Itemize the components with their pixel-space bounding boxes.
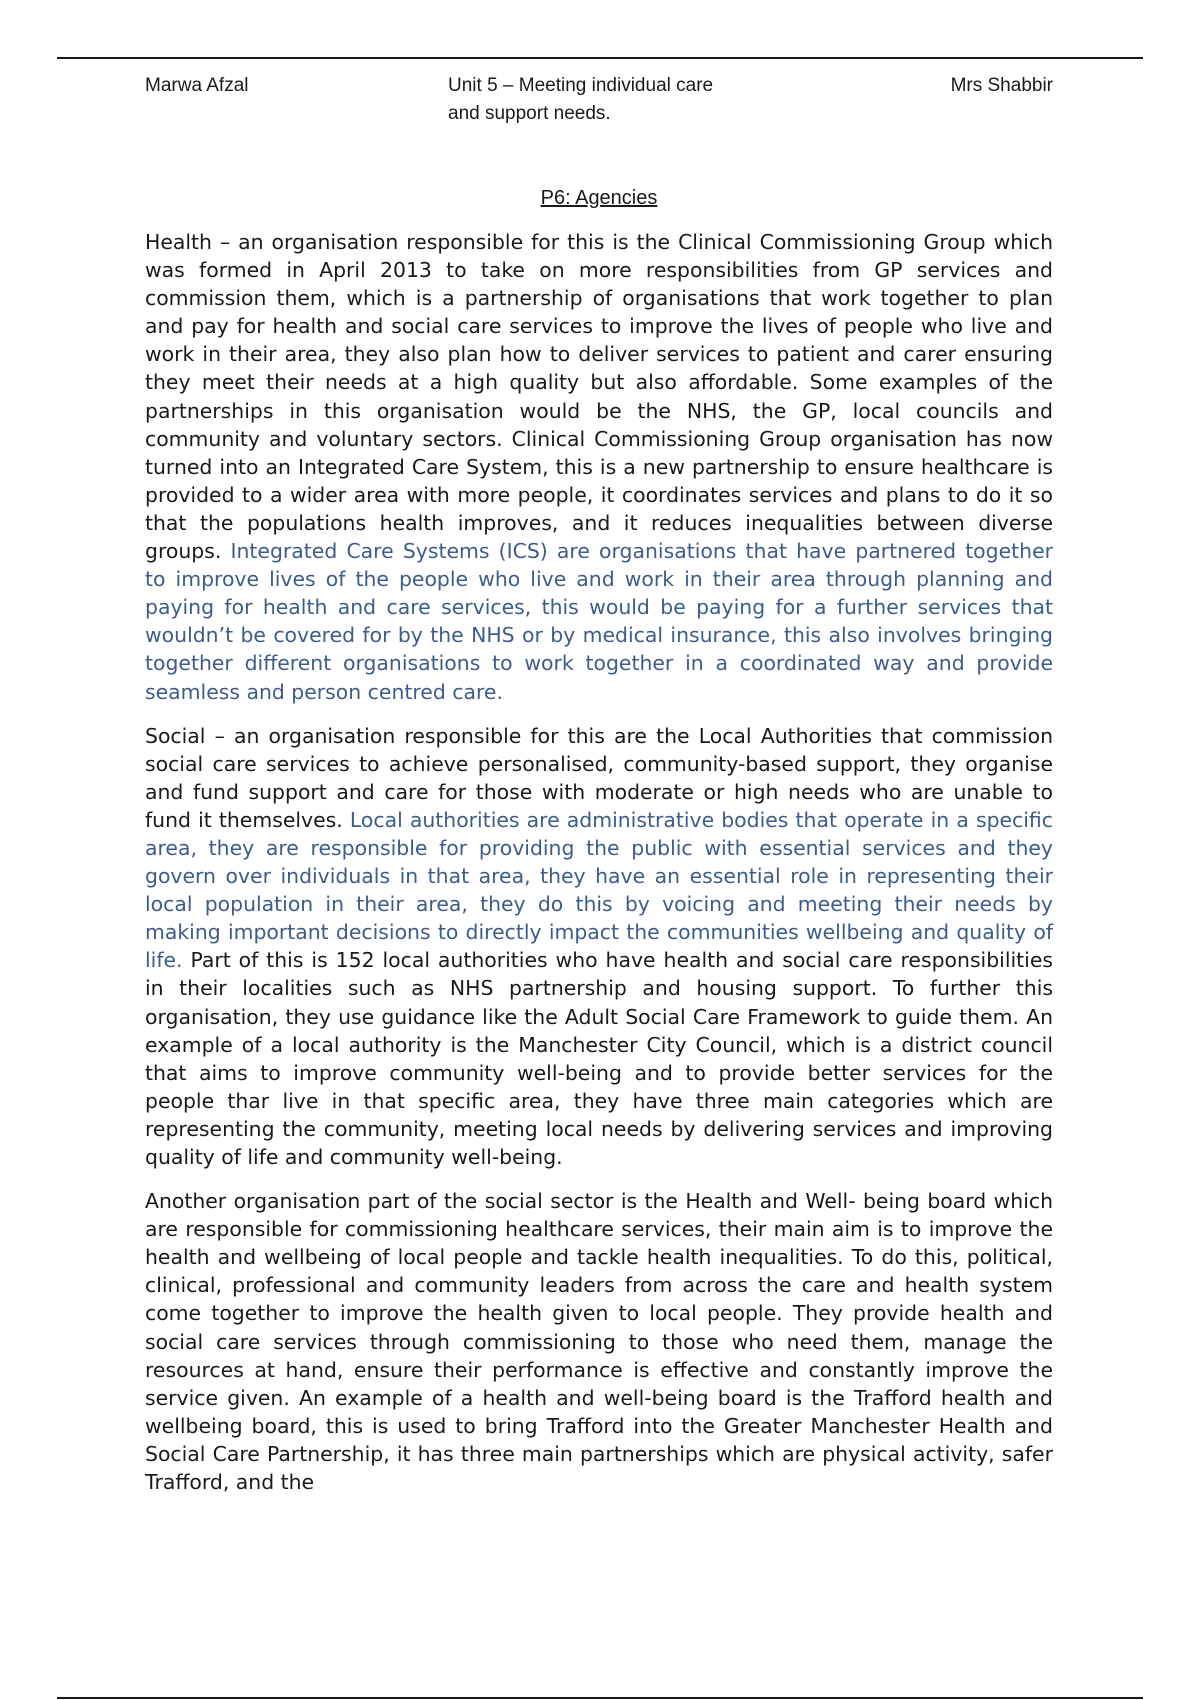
header-teacher: Mrs Shabbir (950, 75, 1053, 96)
footer-rule (57, 1697, 1143, 1699)
header-unit-line-2: and support needs. (448, 103, 611, 124)
header-unit-line-1: Unit 5 – Meeting individual care (448, 75, 714, 96)
paragraph-wellbeing-text: Another organisation part of the social sector is the Health and Well- being board which are responsible for commissioning healthcare services, their main aim is to improve the health and wellbeing of local people and tackle health inequalities. To do this, political, clinical, professional and community leaders from across the care and health system come together to improve the health given to local people. They provide health and social care services through commissioning to those who need them, manage the resources at hand, ensure their performance is effective and constantly improve the service given. An example of a health and well-being board is the Trafford health and wellbeing board, this is used to bring Trafford into the Greater Manchester Health and Social Care Partnership, it has three main partnerships which are physical activity, safer Trafford, and the (145, 1189, 1053, 1495)
paragraph-social-highlight: Local authorities are administrative bodies that operate in a specific area, they are responsible for providing the public with essential services and they govern over individuals in that area, they have an essential role in representing their local population in their area, they do this by voicing and meeting their needs by making important decisions to directly impact the communities wellbeing and quality of life. (145, 807, 1053, 973)
paragraph-wellbeing-board (145, 1187, 1053, 1496)
paragraph-health (145, 228, 1053, 706)
header-author: Marwa Afzal (145, 75, 249, 96)
header-unit-title (448, 72, 758, 128)
document-body (145, 228, 1053, 1512)
page-header (145, 72, 1053, 132)
paragraph-health-text: Health – an organisation responsible for this is the Clinical Commissioning Group which was formed in April 2013 to take on more responsibilities from GP services and commission them, which is a partnership of organisations that work together to plan and pay for health and social care services to improve the lives of people who live and work in their area, they also plan how to deliver services to patient and carer ensuring they meet their needs at a high quality but also affordable. Some examples of the partnerships in this organisation would be the NHS, the GP, local councils and community and voluntary sectors. Clinical Commissioning Group organisation has now turned into an Integrated Care System, this is a new partnership to ensure healthcare is provided to a wider area with more people, it coordinates services and plans to do it so that the populations health improves, and it reduces inequalities between diverse groups. (145, 230, 1053, 564)
paragraph-social-continued: Part of this is 152 local authorities who have health and social care responsibilities in their localities such as NHS partnership and housing support. To further this organisation, they use guidance like the Adult Social Care Framework to guide them. An example of a local authority is the Manchester City Council, which is a district council that aims to improve community well-being and to provide better services for the people thar live in that specific area, they have three main categories which are representing the community, meeting local needs by delivering services and improving quality of life and community well-being. (145, 948, 1053, 1169)
paragraph-health-highlight: Integrated Care Systems (ICS) are organisations that have partnered together to improve lives of the people who live and work in their area through planning and paying for health and care services, this would be paying for a further services that wouldn’t be covered for by the NHS or by medical insurance, this also involves bringing together different organisations to work together in a coordinated way and provide seamless and person centred care. (145, 539, 1053, 704)
paragraph-social-text: Social – an organisation responsible for this are the Local Authorities that commission social care services to achieve personalised, community-based support, they organise and fund support and care for those with moderate or high needs who are unable to fund it themselves. (145, 723, 1053, 832)
document-title: P6: Agencies (540, 187, 658, 209)
paragraph-social (145, 722, 1053, 1172)
header-rule (57, 57, 1143, 59)
